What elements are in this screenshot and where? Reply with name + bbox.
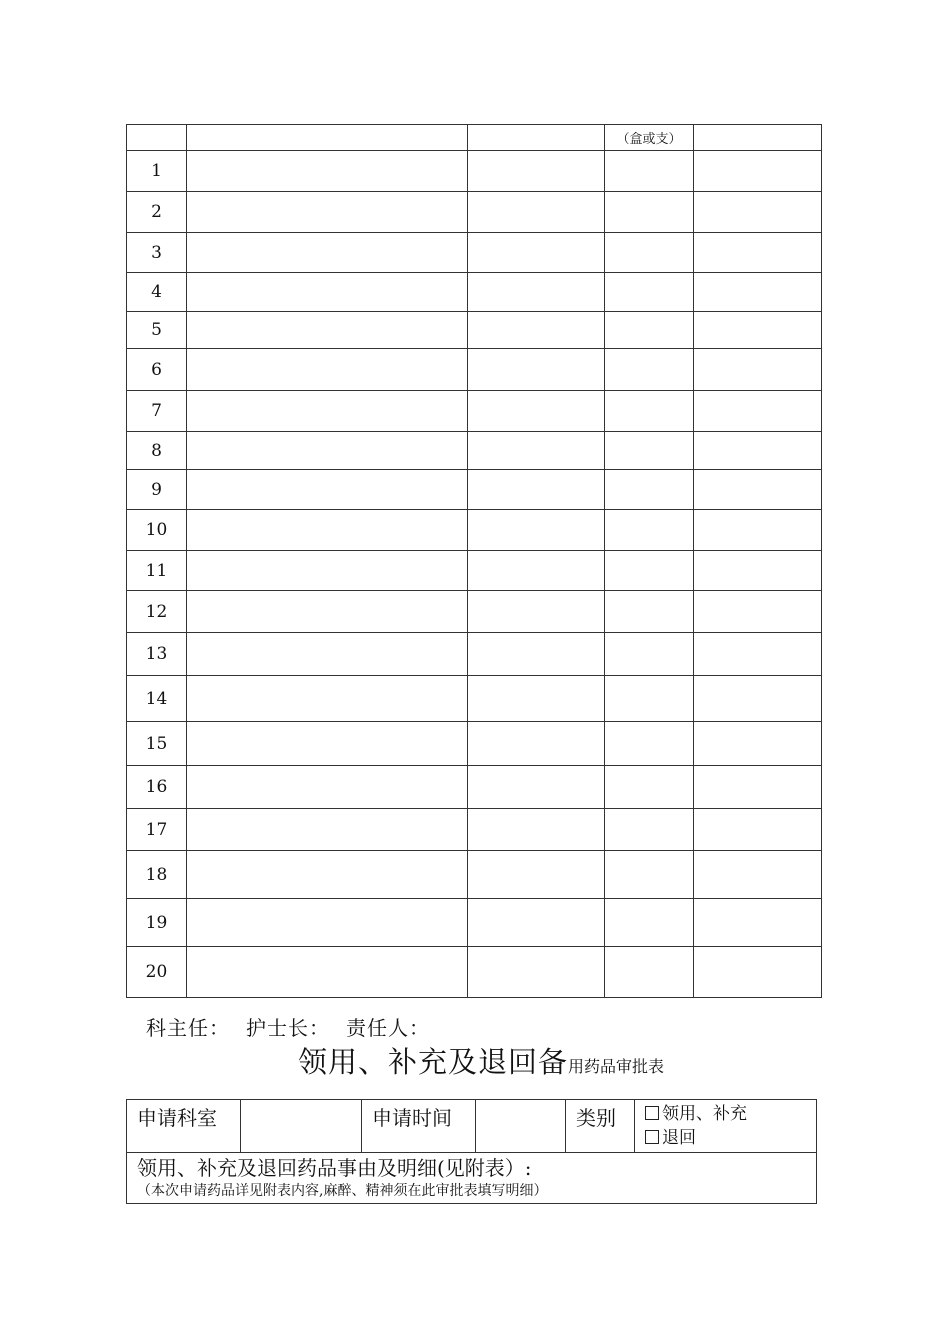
drug-name-cell[interactable] — [187, 947, 468, 998]
table-row — [127, 899, 822, 947]
table-row — [127, 432, 822, 470]
quantity-cell[interactable] — [605, 947, 694, 998]
drug-name-cell[interactable] — [187, 676, 468, 722]
row-number-cell: 2 — [127, 192, 187, 233]
approval-info-row — [127, 1100, 817, 1153]
dept-field[interactable] — [241, 1100, 362, 1153]
drug-name-cell[interactable] — [187, 899, 468, 947]
quantity-cell[interactable] — [605, 192, 694, 233]
category-options — [635, 1100, 817, 1153]
drug-name-cell[interactable] — [187, 151, 468, 192]
remark-cell[interactable] — [694, 899, 822, 947]
remark-cell[interactable] — [694, 633, 822, 676]
spec-cell[interactable] — [468, 676, 605, 722]
reason-note: （本次申请药品详见附表内容,麻醉、精神须在此审批表填写明细） — [137, 1183, 548, 1199]
reason-cell[interactable] — [127, 1153, 817, 1204]
form-title-main: 领用、补充及退回备 — [298, 1045, 569, 1079]
drug-name-cell[interactable] — [187, 432, 468, 470]
time-label: 申请时间 — [362, 1100, 476, 1153]
remark-cell[interactable] — [694, 676, 822, 722]
table-row — [127, 312, 822, 349]
head-nurse-signature-label: 护士长： — [246, 1016, 330, 1040]
table-row — [127, 766, 822, 809]
drug-name-cell[interactable] — [187, 391, 468, 432]
spec-cell[interactable] — [468, 233, 605, 273]
drug-name-cell[interactable] — [187, 192, 468, 233]
header-cell-remark — [694, 125, 822, 151]
row-number-cell: 1 — [127, 151, 187, 192]
table-row — [127, 591, 822, 633]
remark-cell[interactable] — [694, 809, 822, 851]
remark-cell[interactable] — [694, 312, 822, 349]
dept-label: 申请科室 — [127, 1100, 241, 1153]
quantity-cell[interactable] — [605, 510, 694, 551]
spec-cell[interactable] — [468, 151, 605, 192]
drug-name-cell[interactable] — [187, 510, 468, 551]
table-row — [127, 510, 822, 551]
quantity-cell[interactable] — [605, 809, 694, 851]
row-number-cell: 20 — [127, 947, 187, 998]
table-row — [127, 633, 822, 676]
table-header-row — [127, 125, 822, 151]
header-cell-name — [187, 125, 468, 151]
spec-cell[interactable] — [468, 312, 605, 349]
header-cell-unit: （盒或支） — [605, 125, 694, 151]
row-number-cell: 18 — [127, 851, 187, 899]
spec-cell[interactable] — [468, 192, 605, 233]
spec-cell[interactable] — [468, 432, 605, 470]
spec-cell[interactable] — [468, 391, 605, 432]
row-number-cell: 10 — [127, 510, 187, 551]
row-number-cell: 15 — [127, 722, 187, 766]
row-number-cell: 11 — [127, 551, 187, 591]
spec-cell[interactable] — [468, 722, 605, 766]
remark-cell[interactable] — [694, 551, 822, 591]
spec-cell[interactable] — [468, 633, 605, 676]
table-row — [127, 947, 822, 998]
header-cell-index — [127, 125, 187, 151]
option-receive[interactable] — [645, 1102, 816, 1126]
row-number-cell: 3 — [127, 233, 187, 273]
quantity-cell[interactable] — [605, 766, 694, 809]
signature-line — [146, 1012, 446, 1041]
drug-name-cell[interactable] — [187, 809, 468, 851]
quantity-cell[interactable] — [605, 899, 694, 947]
checkbox-return[interactable] — [645, 1130, 659, 1144]
remark-cell[interactable] — [694, 349, 822, 391]
spec-cell[interactable] — [468, 470, 605, 510]
quantity-cell[interactable] — [605, 676, 694, 722]
responsible-signature-label: 责任人： — [346, 1016, 430, 1040]
table-row — [127, 851, 822, 899]
time-field[interactable] — [476, 1100, 566, 1153]
drug-name-cell[interactable] — [187, 349, 468, 391]
remark-cell[interactable] — [694, 591, 822, 633]
row-number-cell: 4 — [127, 273, 187, 312]
drug-name-cell[interactable] — [187, 633, 468, 676]
quantity-cell[interactable] — [605, 591, 694, 633]
remark-cell[interactable] — [694, 151, 822, 192]
quantity-cell[interactable] — [605, 633, 694, 676]
director-signature-label: 科主任： — [146, 1016, 230, 1040]
remark-cell[interactable] — [694, 391, 822, 432]
quantity-cell[interactable] — [605, 312, 694, 349]
quantity-cell[interactable] — [605, 391, 694, 432]
spec-cell[interactable] — [468, 591, 605, 633]
spec-cell[interactable] — [468, 510, 605, 551]
table-row — [127, 809, 822, 851]
row-number-cell: 12 — [127, 591, 187, 633]
spec-cell[interactable] — [468, 947, 605, 998]
reason-row — [127, 1153, 817, 1204]
spec-cell[interactable] — [468, 851, 605, 899]
drug-name-cell[interactable] — [187, 591, 468, 633]
table-row — [127, 349, 822, 391]
reason-title: 领用、补充及退回药品事由及明细(见附表）: — [137, 1156, 532, 1180]
spec-cell[interactable] — [468, 551, 605, 591]
remark-cell[interactable] — [694, 273, 822, 312]
table-row — [127, 233, 822, 273]
row-number-cell: 7 — [127, 391, 187, 432]
spec-cell[interactable] — [468, 273, 605, 312]
option-return[interactable] — [645, 1126, 816, 1150]
quantity-cell[interactable] — [605, 233, 694, 273]
remark-cell[interactable] — [694, 432, 822, 470]
table-row — [127, 273, 822, 312]
quantity-cell[interactable] — [605, 349, 694, 391]
option-return-label: 退回 — [662, 1128, 696, 1148]
quantity-cell[interactable] — [605, 851, 694, 899]
spec-cell[interactable] — [468, 349, 605, 391]
spec-cell[interactable] — [468, 766, 605, 809]
header-cell-spec — [468, 125, 605, 151]
form-title-suffix: 用药品审批表 — [568, 1057, 665, 1076]
row-number-cell: 5 — [127, 312, 187, 349]
table-row — [127, 551, 822, 591]
table-row — [127, 151, 822, 192]
approval-form-table — [126, 1099, 817, 1204]
category-label: 类别 — [566, 1100, 635, 1153]
quantity-cell[interactable] — [605, 432, 694, 470]
drug-name-cell[interactable] — [187, 312, 468, 349]
quantity-cell[interactable] — [605, 551, 694, 591]
remark-cell[interactable] — [694, 851, 822, 899]
row-number-cell: 17 — [127, 809, 187, 851]
quantity-cell[interactable] — [605, 722, 694, 766]
row-number-cell: 19 — [127, 899, 187, 947]
table-row — [127, 192, 822, 233]
table-row — [127, 470, 822, 510]
row-number-cell: 13 — [127, 633, 187, 676]
row-number-cell: 6 — [127, 349, 187, 391]
quantity-cell[interactable] — [605, 151, 694, 192]
quantity-cell[interactable] — [605, 470, 694, 510]
table-row — [127, 722, 822, 766]
remark-cell[interactable] — [694, 947, 822, 998]
checkbox-receive[interactable] — [645, 1106, 659, 1120]
drug-name-cell[interactable] — [187, 722, 468, 766]
form-title — [298, 1040, 664, 1081]
remark-cell[interactable] — [694, 722, 822, 766]
drug-name-cell[interactable] — [187, 766, 468, 809]
row-number-cell: 8 — [127, 432, 187, 470]
remark-cell[interactable] — [694, 192, 822, 233]
drug-name-cell[interactable] — [187, 851, 468, 899]
table-row — [127, 676, 822, 722]
row-number-cell: 9 — [127, 470, 187, 510]
drug-items-table — [126, 124, 822, 998]
drug-name-cell[interactable] — [187, 233, 468, 273]
quantity-cell[interactable] — [605, 273, 694, 312]
remark-cell[interactable] — [694, 510, 822, 551]
spec-cell[interactable] — [468, 899, 605, 947]
remark-cell[interactable] — [694, 766, 822, 809]
remark-cell[interactable] — [694, 470, 822, 510]
drug-name-cell[interactable] — [187, 273, 468, 312]
drug-name-cell[interactable] — [187, 551, 468, 591]
drug-name-cell[interactable] — [187, 470, 468, 510]
remark-cell[interactable] — [694, 233, 822, 273]
spec-cell[interactable] — [468, 809, 605, 851]
row-number-cell: 14 — [127, 676, 187, 722]
table-row — [127, 391, 822, 432]
option-receive-label: 领用、补充 — [662, 1104, 747, 1124]
row-number-cell: 16 — [127, 766, 187, 809]
